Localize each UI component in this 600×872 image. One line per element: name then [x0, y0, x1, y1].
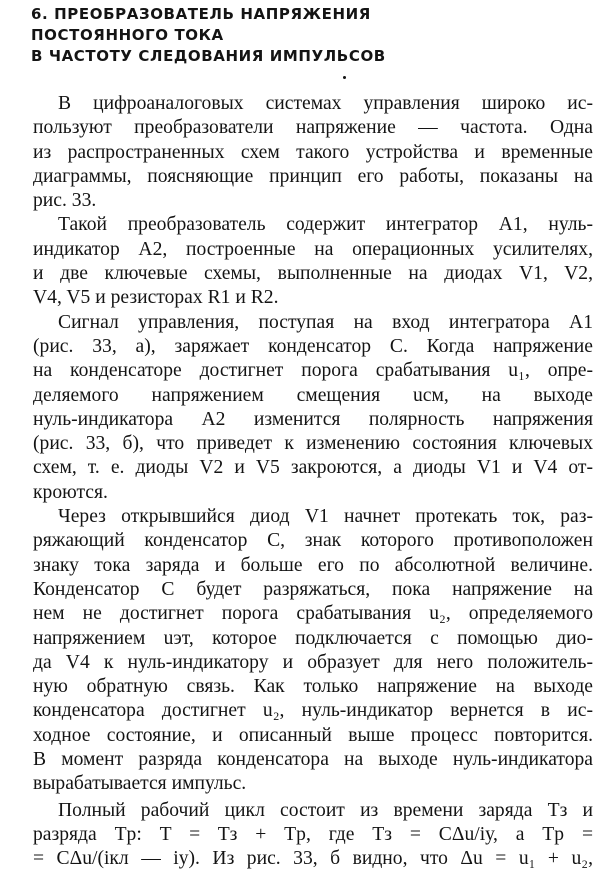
text-line: В момент разряда конденсатора на выходе нуль-индикатора: [33, 749, 593, 771]
text-line: (рис. 33, б), что приведет к изменению состояния ключевых: [33, 433, 593, 455]
text-line: схем, т. е. диоды V2 и V5 закроются, а диоды V1 и V4 от-: [33, 457, 593, 479]
text-line: Сигнал управления, поступая на вход интегратора A1: [58, 311, 593, 333]
text-line: вырабатывается импульс.: [33, 773, 247, 795]
text-line: В цифроаналоговых системах управления широко ис-: [58, 93, 593, 114]
text-line: знаку тока заряда и больше его по абсолютной величине.: [33, 554, 593, 576]
heading-line: В ЧАСТОТУ СЛЕДОВАНИЯ ИМПУЛЬСОВ: [31, 47, 386, 65]
text-line: пользуют преобразователи напряжение — частота. Одна: [33, 117, 593, 139]
paragraph-1: [33, 92, 593, 213]
text-line: ходное состояние, и описанный выше процесс повторится.: [33, 724, 593, 746]
section-heading: [31, 4, 531, 67]
text-line: нем не достигнет порога срабатывания u₂, определяемого: [33, 603, 593, 625]
text-line: Полный рабочий цикл состоит из времени заряда Tз и: [58, 799, 593, 821]
text-line: на конденсаторе достигнет порога срабатывания u₁, опре-: [33, 360, 593, 382]
text-line: нуль-индикатора A2 изменится полярность напряжения: [33, 408, 593, 430]
paragraph-4: [33, 505, 593, 797]
text-line: конденсатора достигнет u₂, нуль-индикатор вернется в ис-: [33, 700, 593, 722]
text-line: напряжением uэт, которое подключается с помощью дио-: [33, 627, 593, 649]
paragraph-5: [33, 799, 593, 872]
text-line: Конденсатор C будет разряжаться, пока напряжение на: [33, 578, 593, 600]
text-line: (рис. 33, а), заряжает конденсатор C. Когда напряжение: [33, 335, 593, 357]
text-line: и две ключевые схемы, выполненные на диодах V1, V2,: [33, 263, 593, 285]
text-line: рис. 33.: [33, 190, 97, 212]
text-line: Через открывшийся диод V1 начнет протекать ток, раз-: [58, 506, 593, 528]
text-line: Такой преобразователь содержит интегратор A1, нуль-: [58, 214, 593, 236]
heading-line: 6. ПРЕОБРАЗОВАТЕЛЬ НАПРЯЖЕНИЯ: [31, 5, 371, 23]
text-line: ряжающий конденсатор C, знак которого противоположен: [33, 530, 593, 552]
text-line: V4, V5 и резисторах R1 и R2.: [33, 287, 279, 309]
text-line: из распространенных схем такого устройства и временные: [33, 141, 593, 163]
paragraph-3: [33, 311, 593, 505]
text-line: = CΔu/(iкл — iу). Из рис. 33, б видно, что Δu = u₁ + u₂,: [33, 848, 593, 870]
separator-dot: [343, 76, 346, 79]
text-line: ную обратную связь. Как только напряжение на выходе: [33, 676, 593, 698]
body-text: [33, 92, 593, 872]
text-line: кроются.: [33, 481, 108, 503]
text-line: деляемого напряжением смещения uсм, на выходе: [33, 384, 593, 406]
text-line: разряда Tр: T = Tз + Tр, где Tз = CΔu/iу, а Tр =: [33, 823, 593, 845]
text-line: диаграммы, поясняющие принцип его работы, показаны на: [33, 165, 593, 187]
text-line: да V4 к нуль-индикатору и образует для него положитель-: [33, 651, 593, 673]
heading-line: ПОСТОЯННОГО ТОКА: [31, 26, 224, 44]
paragraph-2: [33, 213, 593, 310]
text-line: индикатор A2, построенные на операционных усилителях,: [33, 238, 593, 260]
